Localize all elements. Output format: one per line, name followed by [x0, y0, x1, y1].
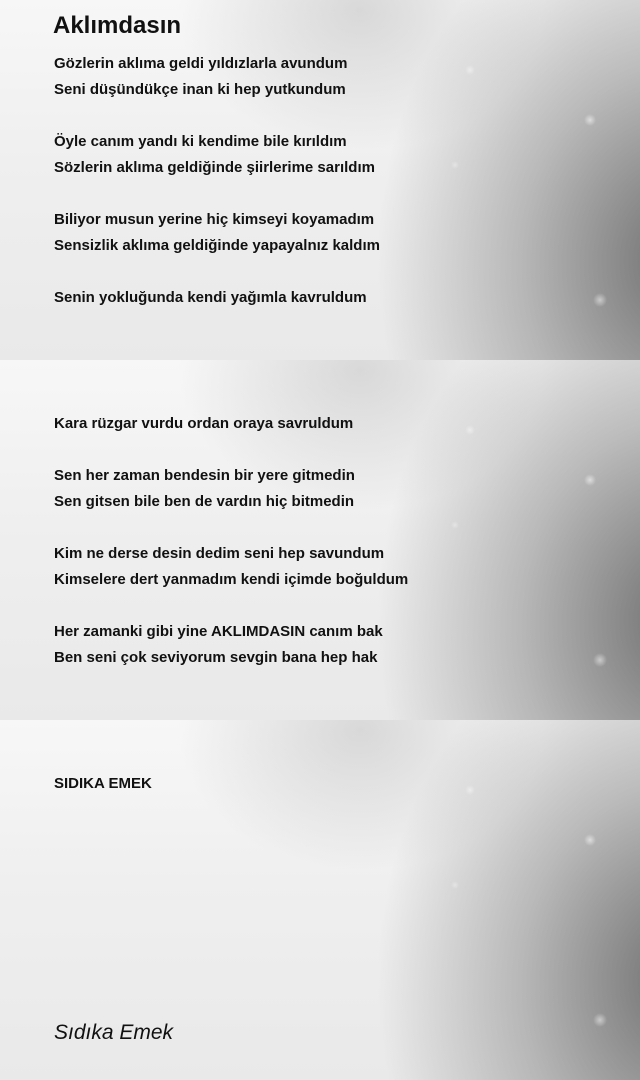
poem-line: Biliyor musun yerine hiç kimseyi koyamadım	[54, 211, 375, 228]
poem-line: Öyle canım yandı ki kendime bile kırıldım	[54, 133, 347, 150]
poem-line: Sensizlik aklıma geldiğinde yapayalnız kaldım	[54, 237, 380, 254]
poem-line: Sen gitsen bile ben de vardın hiç bitmedin	[54, 493, 355, 510]
poem-line: Kara rüzgar vurdu ordan oraya savruldum	[54, 415, 354, 432]
poem-line: Senin yokluğunda kendi yağımla kavruldum	[54, 289, 367, 306]
poem-line: Kim ne derse desin dedim seni hep savundum	[54, 545, 385, 562]
poem-title: Aklımdasın	[53, 12, 182, 39]
poem-panel-3	[0, 720, 640, 1080]
poem-line: Sen her zaman bendesin bir yere gitmedin	[54, 467, 355, 484]
poem-line: Gözlerin aklıma geldi yıldızlarla avundum	[54, 55, 348, 72]
poem-line: Kimselere dert yanmadım kendi içimde boğuldum	[54, 571, 409, 588]
poem-line: Ben seni çok seviyorum sevgin bana hep hak	[54, 649, 378, 666]
author-signature: Sıdıka Emek	[54, 1021, 174, 1044]
poem-panel-1	[0, 0, 640, 360]
author-name-caps: SIDIKA EMEK	[54, 775, 152, 792]
poem-panel-2	[0, 360, 640, 720]
poem-line: Her zamanki gibi yine AKLIMDASIN canım bak	[54, 623, 383, 640]
poem-line: Sözlerin aklıma geldiğinde şiirlerime sarıldım	[54, 159, 375, 176]
poem-line: Seni düşündükçe inan ki hep yutkundum	[54, 81, 346, 98]
